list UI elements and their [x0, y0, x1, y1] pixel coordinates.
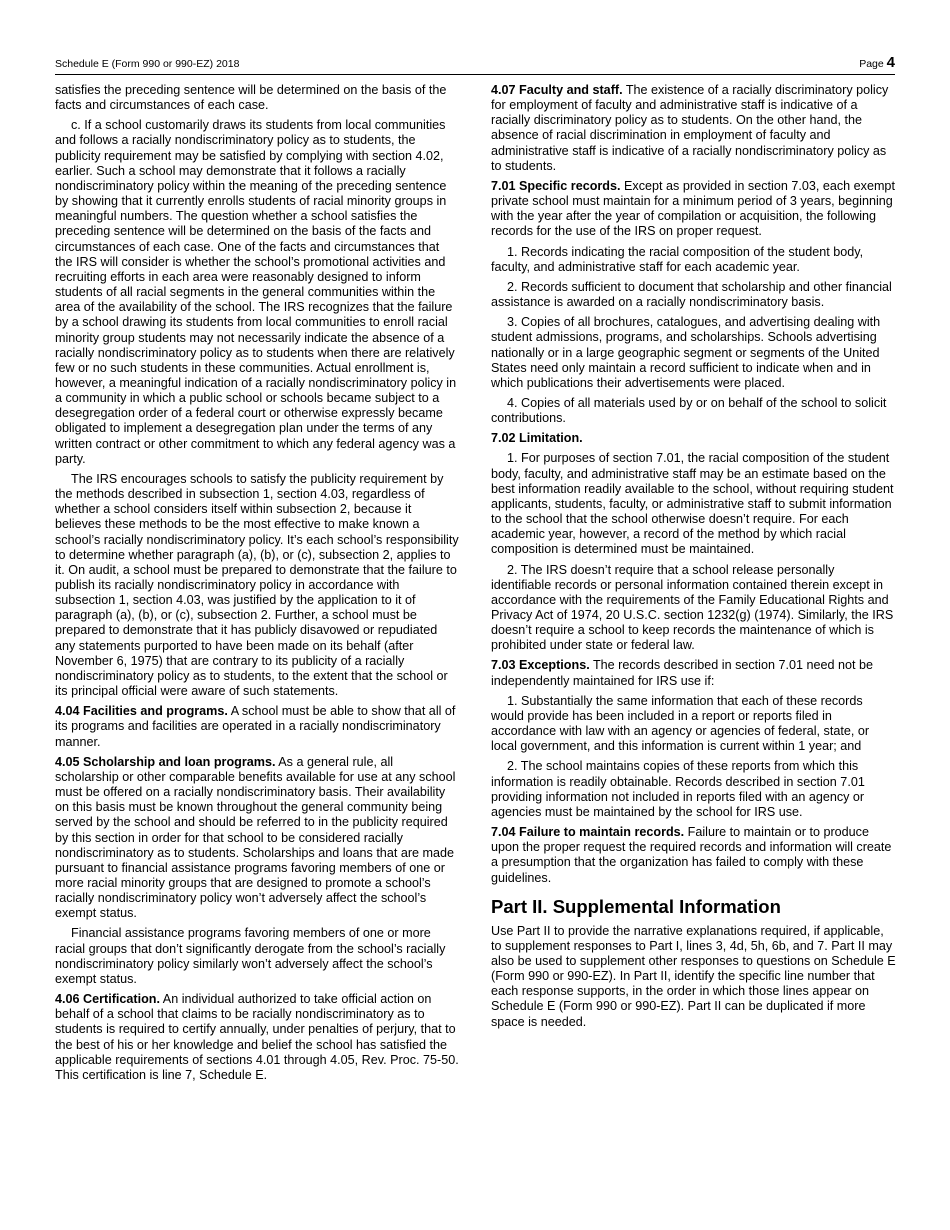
section-heading: 7.03 Exceptions.: [491, 658, 590, 673]
part-2-title: Part II. Supplemental Information: [491, 895, 781, 917]
page-indicator: [859, 54, 895, 71]
section-heading: 4.07 Faculty and staff.: [491, 83, 623, 97]
section-heading: 4.04 Facilities and programs.: [55, 704, 228, 719]
paragraph-c: c. If a school customarily draws its students from local communities and follows a racially nondiscriminatory policy as to students, the publicity requirement may be satisfied by complying with section 4.02, earlier. Such a school may demonstrate that it follows a racially nondiscriminatory policy within the meaning of the preceding sentence by showing that it currently enrolls students of racial minority groups in meaningful numbers. The question whether a school satisfies the preceding sentence will be determined on the basis of the facts and circumstances of each case. One of the facts and circumstances that the IRS will consider is whether the school’s promotional activities and recruiting efforts in each area were reasonably designed to inform students of all racial segments in the general communities within the area of the availability of the school. The IRS recognizes that the failure by a school drawing its students from local communities to enroll racial minority group students may not necessarily indicate the absence of a racially nondiscriminatory policy as to students when there are relatively few or no such students in these communities. Actual enrollment is, however, a meaningful indication of a racially nondiscriminatory policy in a community in which a public school or schools became subject to a desegregation order of a federal court or otherwise expressly became obligated to implement a desegregation plan under the terms of any written contract or other commitment to which any federal agency was a party.: [55, 118, 457, 466]
page-number: 4: [886, 54, 895, 71]
page-label: Page: [859, 58, 884, 70]
form-name: Schedule E (Form 990 or 990-EZ) 2018: [55, 58, 240, 70]
section-text: The records described in section 7.01 need not be independently maintained for IRS use if:: [491, 658, 874, 688]
section-text: Except as provided in section 7.03, each exempt private school must maintain for a minimum period of 3 years, beginning with the year after the year of compilation or acquisition, the following records for the use of the IRS on proper request.: [491, 178, 895, 239]
section-text: A school must be able to show that all of its programs and facilities are operated in a racially nondiscriminatory manner.: [55, 704, 456, 749]
part-2-text: Use Part II to provide the narrative explanations required, if applicable, to supplement responses to Part I, lines 3, 4d, 5h, 6b, and 7. Part II may also be used to supplement other responses to questions on Schedule E (Form 990 or 990-EZ). In Part II, identify the specific line number that each response supports, in the order in which those lines appear on Schedule E (Form 990 or 990-EZ). Part II can be duplicated if more space is needed.: [491, 923, 896, 1029]
list-item: 3. Copies of all brochures, catalogues, and advertising dealing with student admissions, programs, and scholarships. Schools advertising nationally or in a large geographic segment or segments of the United States need only maintain a record sufficient to indicate when and in which publications their advertisements were placed.: [491, 315, 881, 390]
left-column: [55, 83, 460, 1088]
section-heading: 4.05 Scholarship and loan programs.: [55, 754, 276, 769]
section-4-06: [55, 992, 460, 1083]
section-7-02: [491, 431, 896, 446]
list-item: 2. Records sufficient to document that scholarship and other financial assistance is awarded on a racially nondiscriminatory basis.: [491, 279, 892, 310]
section-text: As a general rule, all scholarship or other comparable benefits available for use at any school must be offered on a racially nondiscriminatory basis. Their availability on this basis must be known throughout the general community being served by the school and should be referred to in the publicity required by this section in order for that school to be considered racially nondiscriminatory as to students. Scholarships and loans that are made pursuant to financial assistance programs favoring members of one or more racial minority groups that are designed to promote a school’s racially nondiscriminatory policy won’t adversely affect the school’s exempt status.: [55, 754, 456, 921]
paragraph-irs-encourages: The IRS encourages schools to satisfy the publicity requirement by the methods described in subsection 1, section 4.03, regardless of whether a school considers itself within subsection 2, because it believes these methods to be the most effective to make known a school’s racially nondiscriminatory policy. It’s each school’s responsibility to determine whether paragraph (a), (b), or (c), subsection 2, applies to it. On audit, a school must be prepared to demonstrate that the failure to publish its racially nondiscriminatory policy in accordance with subsection 1, section 4.03, was justified by the application to it of paragraph (a), (b), or (c), subsection 2. Further, a school must be prepared to demonstrate that it has publicly disavowed or repudiated any statements purported to have been made on its behalf (after November 6, 1975) that are contrary to its publicity of a racially nondiscriminatory policy as to students, to the extent that the school or its principal official were aware of such statements.: [55, 471, 459, 699]
section-4-07: [491, 83, 896, 174]
section-text: The existence of a racially discriminatory policy for employment of faculty and administrative staff is indicative of a racially discriminatory policy as to students. On the other hand, the absence of racial discrimination in employment of faculty and administrative staff is indicative of a racially nondiscriminatory policy as to students.: [491, 83, 889, 173]
section-heading: 7.04 Failure to maintain records.: [491, 825, 685, 840]
list-item: 4. Copies of all materials used by or on behalf of the school to solicit contributions.: [491, 395, 887, 426]
section-7-04: [491, 825, 896, 886]
section-heading: 7.02 Limitation.: [491, 431, 583, 446]
list-item: 1. Substantially the same information that each of these records would provide has been included in a report or reports filed in accordance with law with an agency or agencies of federal, state, or local government, and this information is current within 1 year; and: [491, 693, 870, 754]
section-text: An individual authorized to take official action on behalf of a school that claims to be racially nondiscriminatory as to students is required to certify annually, under penalties of perjury, that to the best of his or her knowledge and belief the school has satisfied the applicable requirements of sections 4.01 through 4.05, Rev. Proc. 75-50. This certification is line 7, Schedule E.: [55, 992, 459, 1082]
list-item: 2. The IRS doesn’t require that a school release personally identifiable records or personal information contained therein except in accordance with the requirements of the Family Educational Rights and Privacy Act of 1974, 20 U.S.C. section 1232(g) (1974). Similarly, the IRS doesn’t require a school to keep records the maintenance of which is prohibited under state or federal law.: [491, 562, 894, 653]
list-item: 1. Records indicating the racial composition of the student body, faculty, and administrative staff for each academic year.: [491, 244, 864, 274]
list-item: 2. The school maintains copies of these reports from which this information is readily obtainable. Records described in section 7.01 providing information not included in reports filed with an agency or agencies must be maintained by the school for IRS use.: [491, 759, 865, 819]
paragraph-continuation: satisfies the preceding sentence will be determined on the basis of the facts and circumstances of each case.: [55, 83, 447, 113]
page-header: [55, 52, 895, 75]
right-column: [491, 83, 896, 1035]
section-4-05: [55, 755, 460, 922]
paragraph-financial-assistance: Financial assistance programs favoring members of one or more racial groups that don’t significantly derogate from the school’s racially nondiscriminatory policy similarly won’t adversely affect the school’s exempt status.: [55, 926, 446, 986]
section-7-03: [491, 658, 896, 688]
list-item: 1. For purposes of section 7.01, the racial composition of the student body, faculty, and administrative staff may be an estimate based on the best information readily available to the school, without requiring student applicants, students, faculty, or administrative staff to submit information to the school that the school otherwise doesn’t require. For each academic year, however, a record of the method by which racial composition is determined must be maintained.: [491, 451, 894, 557]
section-7-01: [491, 179, 896, 240]
section-heading: 7.01 Specific records.: [491, 178, 621, 193]
section-4-04: [55, 704, 460, 749]
section-heading: 4.06 Certification.: [55, 992, 160, 1007]
section-text: Failure to maintain or to produce upon the proper request the required records and information will create a presumption that the organization has failed to comply with these guidelines.: [491, 825, 892, 885]
